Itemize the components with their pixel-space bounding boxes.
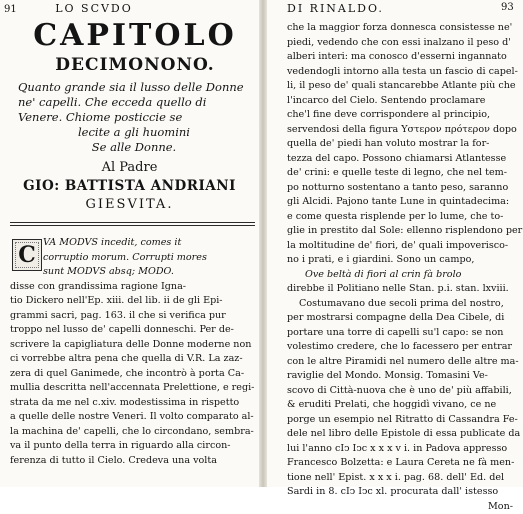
body-line: lui l'anno cIↄ Iↄc x x x v i. in Padova appresso	[287, 442, 519, 457]
left-body-text	[10, 280, 255, 469]
summary-line: ne' capelli. Che ecceda quello di	[18, 95, 250, 110]
body-line: l'incarco del Cielo. Sentendo proclamare	[287, 94, 519, 109]
summary-line: lecite a gli huomini	[18, 125, 250, 140]
right-page	[267, 0, 523, 487]
body-line: Francesco Bolzetta: e Laura Cereta ne fà men-	[287, 456, 519, 471]
body-line: ferenza di tutto il Cielo. Credeva una volta	[10, 454, 255, 469]
body-line: servendosi della figura Υστερον πρότερον dopo	[287, 123, 519, 138]
body-line: quella de' piedi han voluto mostrar la for-	[287, 137, 519, 152]
body-line: Costumavano due secoli prima del nostro,	[287, 297, 519, 312]
body-line: alberi interi: ma conosco d'esserni ingannato	[287, 50, 519, 65]
body-line: e come questa risplende per lo lume, che to-	[287, 210, 519, 225]
body-line: & eruditi Prelati, che hoggidì vivano, ce ne	[287, 398, 519, 413]
drop-cap: C	[12, 239, 42, 271]
body-line: po notturno sostentano a tanto peso, saranno	[287, 181, 519, 196]
left-running-head	[4, 2, 133, 15]
body-line: zera di quel Ganimede, che incontrò à porta Ca-	[10, 367, 255, 382]
section-rule	[10, 222, 255, 223]
right-body-text	[287, 21, 519, 514]
body-line: va il punto della terra in riguardo alla circon-	[10, 439, 255, 454]
body-line: gli Alcidi. Pajono tante Lune in quintadecima:	[287, 195, 519, 210]
body-line: troppo nel lusso de' capelli donneschi. Per de-	[10, 323, 255, 338]
book-gutter	[259, 0, 267, 487]
right-running-title: DI RINALDO.	[287, 2, 384, 15]
body-line: Sardi in 8. cIↄ Iↄc xl. procurata dall' istesso	[287, 485, 519, 500]
body-line: vedendogli intorno alla testa un fascio di capel-	[287, 65, 519, 80]
chapter-title: CAPITOLO	[20, 20, 250, 52]
body-line: de' crini: e quelle teste di legno, che nel tem-	[287, 166, 519, 181]
right-page-number: 93	[501, 2, 514, 13]
section-rule	[10, 225, 255, 226]
body-line: grammi sacri, pag. 163. il che si verifica pur	[10, 309, 255, 324]
verse-line: Ove beltà di fiori al crin fà brolo	[287, 268, 519, 283]
dedication-salutation: Al Padre	[0, 160, 259, 175]
summary-line: Se alle Donne.	[18, 140, 250, 155]
summary-line: Quanto grande sia il lusso delle Donne	[18, 80, 250, 95]
body-line: direbbe il Politiano nelle Stan. p.i. stan. lxviii.	[287, 282, 519, 297]
body-line: con le altre Piramidi nel numero delle altre ma-	[287, 355, 519, 370]
body-line: portare una torre di capelli su'l capo: se non	[287, 326, 519, 341]
body-line: piedi, vedendo che con essi inalzano il peso d'	[287, 36, 519, 51]
left-page-number: 91	[4, 4, 17, 15]
body-line: li, il peso de' quali stancarebbe Atlante più che	[287, 79, 519, 94]
body-line: la machina de' capelli, che lo circondano, sembra-	[10, 425, 255, 440]
body-line: corruptio morum. Corrupti mores	[43, 251, 255, 266]
body-line: scrivere la capigliatura delle Donne moderne non	[10, 338, 255, 353]
body-line: mullia descritta nell'accennata Prelettione, e regi-	[10, 381, 255, 396]
right-running-head	[287, 2, 384, 15]
body-line: a quelle delle nostre Veneri. Il volto comparato al-	[10, 410, 255, 425]
summary-line: Venere. Chiome posticcie se	[18, 110, 250, 125]
body-line: che la maggior forza donnesca consistesse ne'	[287, 21, 519, 36]
body-line: VA MODVS incedit, comes it	[43, 236, 255, 251]
body-line: ci vorrebbe altra pena che quella di V.R. La zaz-	[10, 352, 255, 367]
chapter-number: DECIMONONO.	[20, 55, 250, 75]
catchword: Mon-	[287, 500, 519, 514]
body-line: porge un esempio nel Ritratto di Cassandra Fe-	[287, 413, 519, 428]
dedication-name: GIO: BATTISTA ANDRIANI	[0, 178, 259, 194]
body-line: sunt MODVS absq; MODO.	[43, 265, 255, 280]
body-line: per mostrarsi compagne della Dea Cibele, di	[287, 311, 519, 326]
body-line: scovo di Città-nuova che è uno de' più affabili,	[287, 384, 519, 399]
body-line: glie in prestito dal Sole: ellenno risplendono per	[287, 224, 519, 239]
body-line: strata da me nel c.xiv. modestissima in rispetto	[10, 396, 255, 411]
left-page	[0, 0, 259, 487]
chapter-summary	[18, 80, 250, 155]
body-line: la moltitudine de' fiori, de' quali impoverisco-	[287, 239, 519, 254]
body-line: disse con grandissima ragione Igna-	[10, 280, 255, 295]
body-line: tezza del capo. Possono chiamarsi Atlantesse	[287, 152, 519, 167]
opening-quote	[43, 236, 255, 280]
body-line: no i prati, e i giardini. Sono un campo,	[287, 253, 519, 268]
dedication-order: GIESVITA.	[0, 197, 259, 212]
body-line: tione nell' Epist. x x x i. pag. 68. dell' Ed. del	[287, 471, 519, 486]
left-running-title: LO SCVDO	[55, 2, 133, 15]
body-line: volestimo credere, che lo facessero per entrar	[287, 340, 519, 355]
body-line: raviglie del Mondo. Monsig. Tomasini Ve-	[287, 369, 519, 384]
body-line: dele nel libro delle Epistole di essa publicate da	[287, 427, 519, 442]
body-line: che'l fine deve corrispondere al principio,	[287, 108, 519, 123]
body-line: tio Dickero nell'Ep. xiii. del lib. ii de gli Epi-	[10, 294, 255, 309]
